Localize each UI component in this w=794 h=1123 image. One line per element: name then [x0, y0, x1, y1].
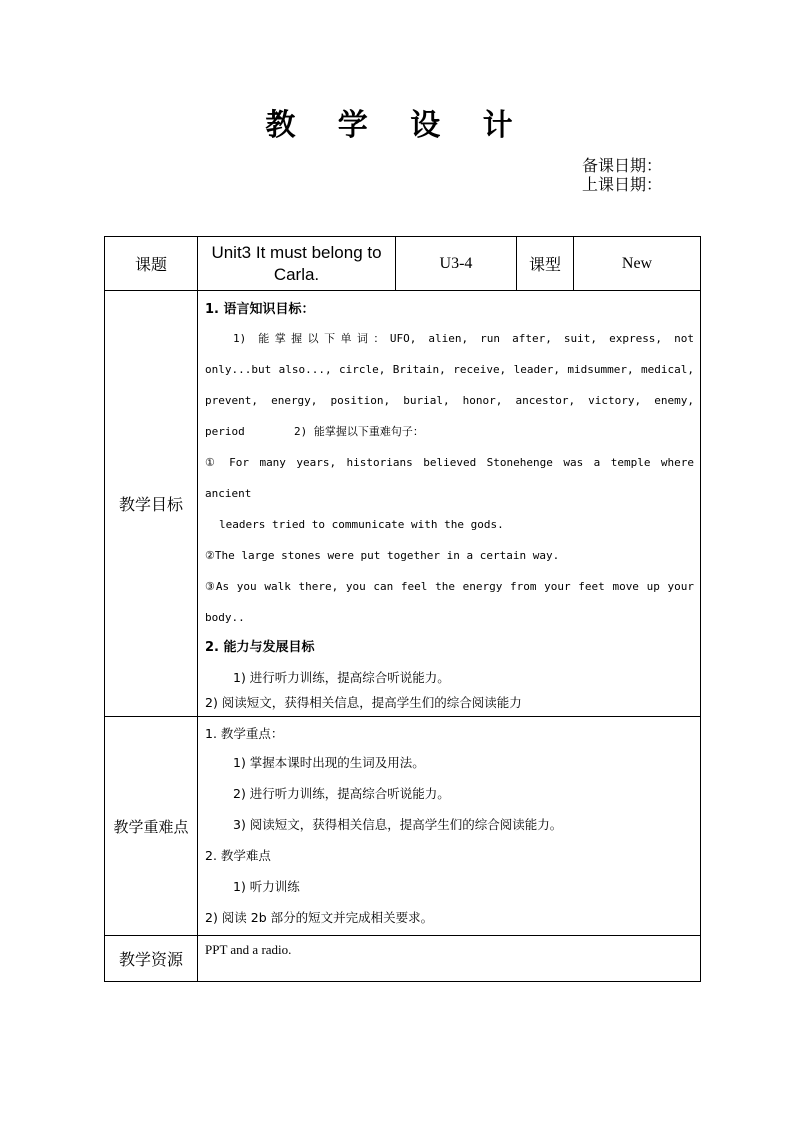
- goals-label: 教学目标: [105, 291, 198, 717]
- topic-row: [105, 237, 701, 291]
- goals-line: only...but also..., circle, Britain, receive, leader, midsummer, medical,: [205, 363, 694, 376]
- goals-line: 1) 能掌握以下单词：UFO, alien, run after, suit, express, not: [233, 332, 694, 345]
- resources-row: [105, 936, 701, 982]
- goals-line-part: period: [205, 425, 245, 438]
- resources-value: PPT and a radio.: [198, 936, 701, 982]
- goals-line: ① For many years, historians believed Stonehenge was a temple where: [205, 456, 694, 469]
- goals-heading-ability: 2. 能力与发展目标: [205, 640, 315, 655]
- document-title: 教 学 设 计: [265, 108, 529, 143]
- goals-line: 2) 阅读短文，获得相关信息，提高学生们的综合阅读能力: [205, 695, 522, 710]
- goals-line: leaders tried to communicate with the gods.: [219, 518, 504, 531]
- goals-line-part: 2) 能掌握以下重难句子：: [294, 425, 424, 438]
- goals-row: [105, 291, 701, 717]
- goals-line: [205, 416, 694, 447]
- difficulty-line: 1) 听力训练: [233, 879, 300, 894]
- goals-line: 1) 进行听力训练，提高综合听说能力。: [233, 670, 450, 685]
- date-fields: [582, 156, 662, 194]
- goals-line: ancient: [205, 487, 252, 500]
- class-date-label: 上课日期：: [582, 175, 663, 194]
- goals-line: ③As you walk there, you can feel the energy from your feet move up your: [205, 580, 694, 593]
- goals-line: body..: [205, 611, 245, 624]
- goals-line: prevent, energy, position, burial, honor, ancestor, victory, enemy,: [205, 394, 694, 407]
- difficulty-line: 2) 阅读 2b 部分的短文并完成相关要求。: [205, 910, 434, 925]
- type-label: 课型: [517, 237, 574, 291]
- prep-date-label: 备课日期：: [582, 156, 663, 175]
- type-value: New: [574, 237, 701, 291]
- resources-label: 教学资源: [105, 936, 198, 982]
- goals-heading-language: 1. 语言知识目标：: [205, 302, 315, 317]
- lesson-code: U3-4: [396, 237, 517, 291]
- goals-content: [198, 291, 701, 717]
- difficulty-line: 3) 阅读短文，获得相关信息，提高学生们的综合阅读能力。: [233, 817, 563, 832]
- difficulty-line: 1) 掌握本课时出现的生词及用法。: [233, 755, 425, 770]
- goals-line: ②The large stones were put together in a certain way.: [205, 549, 560, 562]
- difficulty-row: [105, 717, 701, 936]
- difficulty-line: 2) 进行听力训练，提高综合听说能力。: [233, 786, 450, 801]
- difficulty-content: [198, 717, 701, 936]
- topic-label: 课题: [105, 237, 198, 291]
- lesson-plan-table: [104, 236, 701, 982]
- difficulty-heading-hard: 2. 教学难点: [205, 848, 271, 863]
- difficulty-label: 教学重难点: [105, 717, 198, 936]
- topic-value: Unit3 It must belong to Carla.: [198, 237, 396, 291]
- difficulty-heading-key: 1. 教学重点：: [205, 726, 284, 741]
